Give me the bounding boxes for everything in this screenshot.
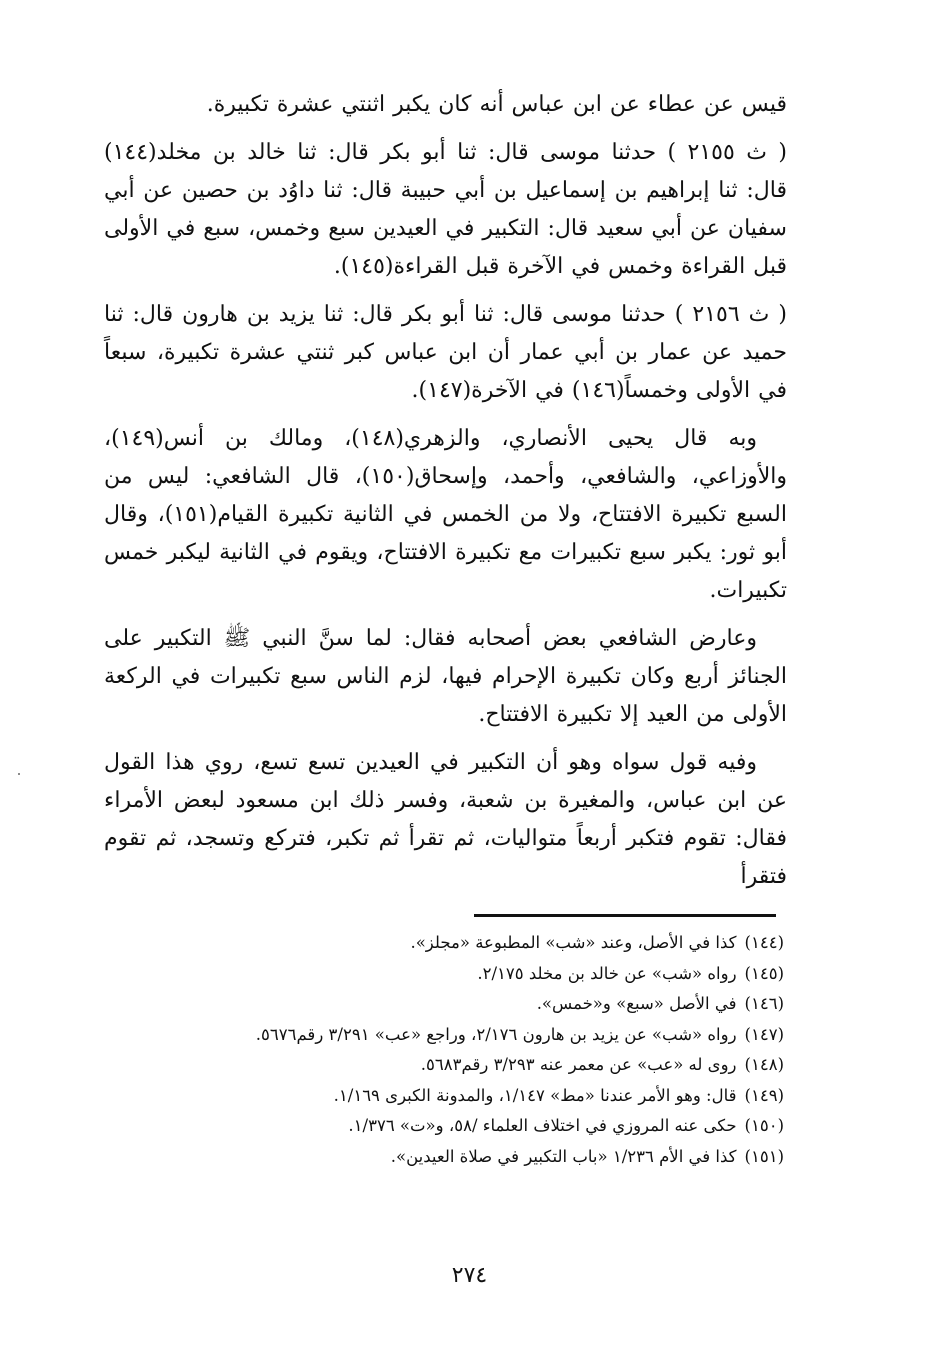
footnotes	[110, 928, 784, 1172]
footnote-number: (١٤٧)	[744, 1024, 784, 1044]
footnote-text: كذا في الأم ١/٢٣٦ «باب التكبير في صلاة العيدين».	[390, 1146, 737, 1166]
footnote-text: روى له «عب» عن معمر عنه ٣/٢٩٣ رقم٥٦٨٣.	[420, 1055, 737, 1074]
paragraph-objection: وعارض الشافعي بعض أصحابه فقال: لما سنَّ النبي ﷺ التكبير على الجنائز أربع وكان تكبيرة الإحرام فيها، لزم الناس سبع تكبيرات في الركعة الأولى من العيد إلا تكبيرة الافتتاح.	[104, 626, 787, 727]
paragraph-other-opinion: وفيه قول سواه وهو أن التكبير في العيدين تسع تسع، روي هذا القول عن ابن عباس، والمغيرة بن شعبة، وفسر ذلك ابن مسعود لبعض الأمراء فقال: تقوم فتكبر أربعاً متواليات، ثم تقرأ ثم تكبر، فتركع وتسجد، ثم تقوم فتقرأ	[104, 750, 787, 889]
main-text	[104, 86, 787, 906]
scan-speck	[18, 773, 20, 775]
footnote-149	[110, 1081, 784, 1112]
footnote-146	[110, 989, 784, 1020]
footnote-text: في الأصل «سبع» و«خمس».	[536, 994, 737, 1013]
footnote-144	[110, 928, 784, 959]
page-number: ٢٧٤	[451, 1263, 488, 1288]
footnote-text: رواه «شب» عن يزيد بن هارون ٢/١٧٦، وراجع «عب» ٣/٢٩١ رقم٥٦٧٦.	[255, 1024, 737, 1044]
footnote-number: (١٤٦)	[744, 994, 784, 1013]
footnote-number: (١٥٠)	[744, 1116, 784, 1135]
footnote-number: (١٤٩)	[744, 1085, 784, 1105]
footnote-number: (١٤٤)	[744, 933, 784, 952]
footnote-number: (١٤٥)	[744, 963, 784, 983]
footnote-148	[110, 1050, 784, 1081]
footnote-text: قال: وهو الأمر عندنا «مط» ١/١٤٧، والمدونة الكبرى ١/١٦٩.	[333, 1085, 737, 1105]
footnote-divider	[474, 914, 776, 917]
footnote-text: كذا في الأصل، وعند «شب» المطبوعة «مجلز».	[410, 933, 737, 952]
paragraph-intro: قيس عن عطاء عن ابن عباس أنه كان يكبر اثنتي عشرة تكبيرة.	[206, 92, 787, 117]
footnote-text: رواه «شب» عن خالد بن مخلد ٢/١٧٥.	[477, 963, 737, 983]
footnote-151	[110, 1142, 784, 1173]
footnote-147	[110, 1020, 784, 1051]
paragraph-hadith-2155: ( ث ٢١٥٥ ) حدثنا موسى قال: ثنا أبو بكر قال: ثنا خالد بن مخلد(١٤٤) قال: ثنا إبراهيم بن إسماعيل بن أبي حبيبة قال: ثنا داوُد بن حصين عن أبي سفيان عن أبي سعيد قال: التكبير في العيدين سبع وخمس، سبع في الأولى قبل القراءة وخمس في الآخرة قبل القراءة(١٤٥).	[104, 140, 788, 279]
footnote-145	[110, 959, 784, 990]
footnote-number: (١٤٨)	[744, 1055, 784, 1074]
footnote-number: (١٥١)	[744, 1146, 784, 1166]
footnote-text: حكى عنه المروزي في اختلاف العلماء /٥٨، و«ت» ١/٣٧٦.	[348, 1116, 737, 1135]
paragraph-opinions: وبه قال يحيى الأنصاري، والزهري(١٤٨)، ومالك بن أنس(١٤٩)، والأوزاعي، والشافعي، وأحمد، وإسحاق(١٥٠)، قال الشافعي: ليس من السبع تكبيرة الافتتاح، ولا من الخمس في الثانية تكبيرة القيام(١٥١)، وقال أبو ثور: يكبر سبع تكبيرات مع تكبيرة الافتتاح، ويقوم في الثانية ليكبر خمس تكبيرات.	[104, 426, 788, 603]
paragraph-hadith-2156: ( ث ٢١٥٦ ) حدثنا موسى قال: ثنا أبو بكر قال: ثنا يزيد بن هارون قال: ثنا حميد عن عمار بن أبي عمار أن ابن عباس كبر ثنتي عشرة تكبيرة، سبعاً في الأولى وخمساً(١٤٦) في الآخرة(١٤٧).	[104, 302, 788, 403]
footnote-150	[110, 1111, 784, 1142]
